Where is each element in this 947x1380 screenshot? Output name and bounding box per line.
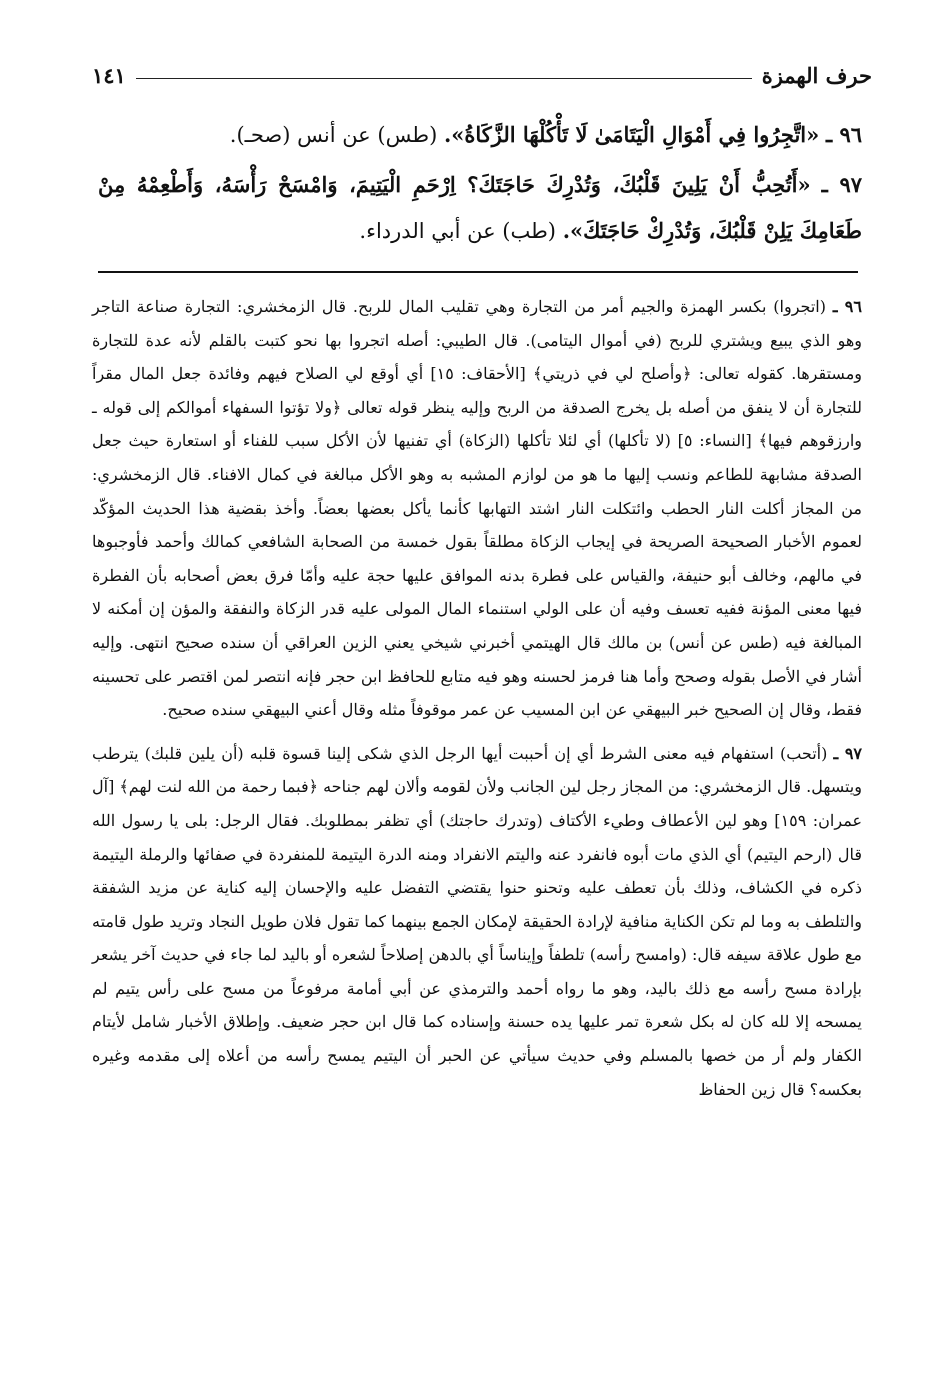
page-number: ١٤١ [92, 62, 126, 88]
hadith-text: «اتَّجِرُوا فِي أَمْوَالِ الْيَتَامَىٰ لَا تَأْكُلْهَا الزَّكَاةُ». [443, 122, 820, 147]
hadith-96 [98, 112, 862, 158]
chapter-title: حرف الهمزة [761, 62, 872, 88]
commentary-text: (أتحب) استفهام فيه معنى الشرط أي إن أحببت أيها الرجل الذي شكى إلينا قسوة قلبه (أن يلين قلبك) يترطب ويتسهل. قال الزمخشري: من المجاز رجل لين الجانب ولأن لقومه وألان لهم جناحه ﴿فبما رحمة من الله لنت لهم﴾ [آل عمران: ١٥٩] وهو لين الأعطاف وطيء الأكتاف (وتدرك حاجتك) أي تظفر بمطلوبك. فقال الرجل: بلى يا رسول الله قال (ارحم اليتيم) أي الذي مات أبوه فانفرد عنه واليتم الانفراد ومنه الدرة اليتيمة للمنفردة في صفائها والرملة اليتيمة ذكره في الكشاف، وذلك بأن تعطف عليه وتحنو حنوا يقتضي التفضل عليه والإحسان إليه كناية عن مزيد الشفقة والتلطف به وما لم تكن الكناية منافية لإرادة الحقيقة لإمكان الجمع بينهما كما تقول فلان طويل النجاد وتريد طول قامته مع طول علاقة سيفه قال: (وامسح رأسه) تلطفاً وإيناساً أي بالدهن إصلاحاً لشعره أو باليد لما جاء في حديث آخر يشعر بإرادة مسح رأسه مع ذلك باليد، وهو ما رواه أحمد والترمذي عن أبي أمامة مرفوعاً من مسح على رأس يتيم لم يمسحه إلا لله كان له بكل شعرة تمر عليها يده حسنة وإسناده كما قال ابن حجر ضعيف. وإطلاق الأخبار شامل لأيتام الكفار ولم أر من خصها بالمسلم وفي حديث سيأتي عن الحبر أن اليتيم يمسح رأسه من أعلاه إلى مقدمه وغيره بعكسه؟ قال زين الحفاظ [92, 743, 863, 1099]
hadith-source: (طس) عن أنس (صحـ). [229, 123, 438, 147]
commentary-number: ٩٦ ـ [832, 297, 862, 316]
commentary-number: ٩٧ ـ [833, 743, 863, 763]
commentary-96 [92, 290, 862, 727]
hadith-block [98, 112, 862, 258]
commentary-block [92, 290, 862, 1116]
hadith-source: (طب) عن أبي الدرداء. [359, 219, 556, 243]
commentary-97 [92, 737, 862, 1107]
hadith-number: ٩٧ ـ [821, 172, 862, 197]
section-separator [98, 271, 858, 273]
header-rule [136, 78, 752, 79]
page-header [92, 58, 872, 92]
commentary-text: (اتجروا) بكسر الهمزة والجيم أمر من التجارة وهي تقليب المال للربح. قال الزمخشري: التجارة صناعة التاجر وهو الذي يبيع ويشتري للربح (في أموال اليتامى). قال الطيبي: أصله اتجروا بها نحو كتبت بالقلم لأنه عدة للتجارة ومستقرها. كقوله تعالى: ﴿وأصلح لي في ذريتي﴾ [الأحقاف: ١٥] أي أوقع لي الصلاح فيهم وفائدة جعل المال مقراً للتجارة أن لا ينفق من أصله بل يخرج الصدقة من الربح وإليه ينظر قوله تعالى ﴿ولا تؤتوا السفهاء أموالكم إلى قوله ـ وارزقوهم فيها﴾ [النساء: ٥] (لا تأكلها) أي لئلا تأكلها (الزكاة) أي تفنيها لأن الأكل سبب للفناء أو استعارة حيث جعل الصدقة مشابهة للطاعم ونسب إليها ما هو من لوازم المشبه به وهو الأكل مبالغة في كمال الافناء. قال الزمخشري: من المجاز أكلت النار الحطب وائتكلت النار اشتد التهابها كأنما يأكل بعضها بعضاً. وأخذ بقضية هذا الحديث المؤكّد لعموم الأخبار الصحيحة الصريحة في إيجاب الزكاة مطلقاً بقول خمسة من الصحابة الشافعي كمالك وأحمد فأوجبوها في مالهم، وخالف أبو حنيفة، والقياس على فطرة بدنه الموافق عليها حجة عليه وأمّا فرق بعض أصحابه بأن الفطرة فيها معنى المؤنة ففيه تعسف وفيه أن على الولي استنماء المال المولى عليه قدر الزكاة والنفقة والمؤن إن أمكنه لا المبالغة فيه (طس عن أنس) بن مالك قال الهيتمي أخبرني شيخي يعني الزين العراقي أن سنده صحيح انتهى. وإليه أشار في الأصل بقوله وصحح وأما هنا فرمز لحسنه وهو فيه متابع للحافظ ابن حجر فإنه انتصر لمن اقتصر على تحسينه فقط، وقال إن الصحيح خبر البيهقي عن ابن المسيب عن عمر موقوفاً مثله وقال أعني البيهقي سنده صحيح. [92, 297, 863, 720]
hadith-text: «أَتُحِبُّ أَنْ يَلِينَ قَلْبُكَ، وَتُدْرِكَ حَاجَتَكَ؟ اِرْحَمِ الْيَتِيمَ، وَامْسَحْ رَأْسَهُ، وَأَطْعِمْهُ مِنْ طَعَامِكَ يَلِنْ قَلْبُكَ، وَتُدْرِكْ حَاجَتَكَ». [98, 172, 862, 243]
hadith-number: ٩٦ ـ [825, 122, 862, 147]
hadith-97 [98, 162, 862, 254]
